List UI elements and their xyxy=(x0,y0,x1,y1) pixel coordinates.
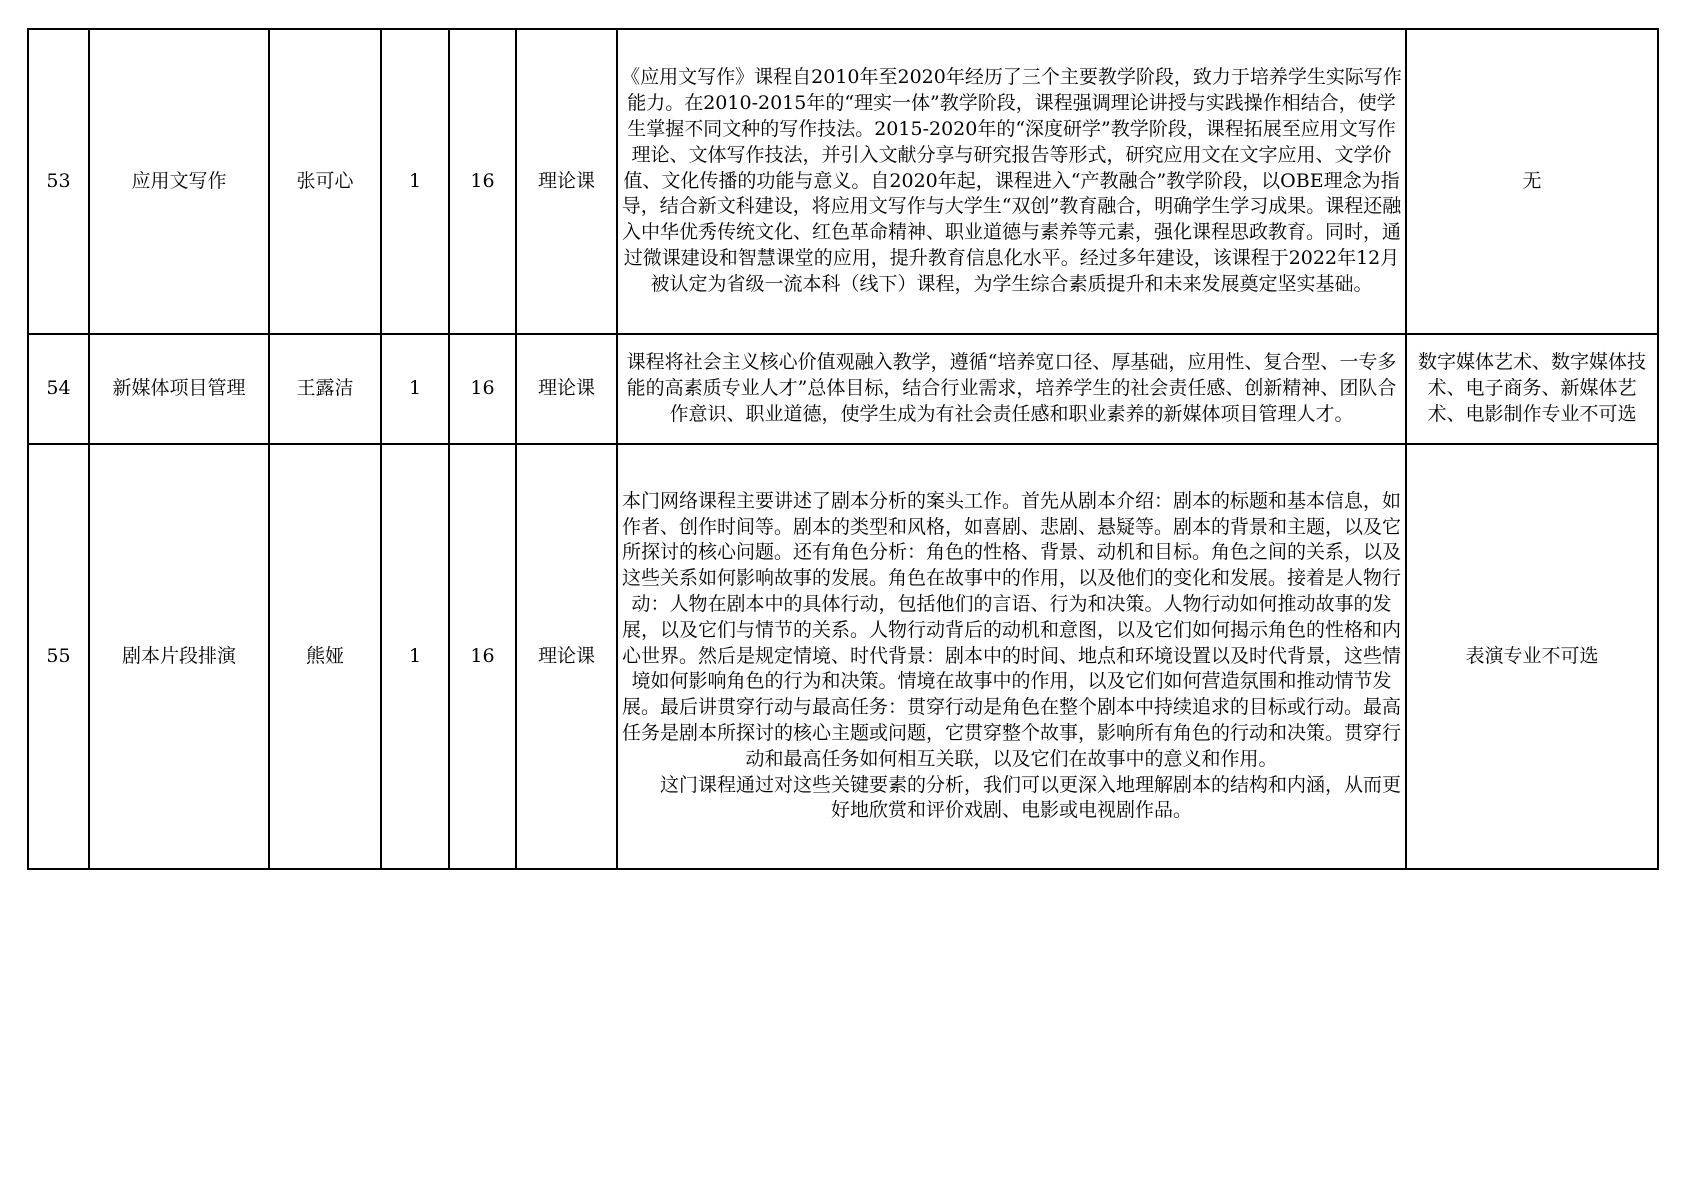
course-description xyxy=(617,444,1406,869)
course-credit: 1 xyxy=(381,334,449,444)
course-name: 剧本片段排演 xyxy=(89,444,269,869)
description-paragraph: 《应用文写作》课程自2010年至2020年经历了三个主要教学阶段，致力于培养学生实际写作能力。在2010-2015年的“理实一体”教学阶段，课程强调理论讲授与实践操作相结合，使学生掌握不同文种的写作技法。2015-2020年的“深度研学”教学阶段，课程拓展至应用文写作理论、文体写作技法，并引入文献分享与研究报告等形式，研究应用文在文字应用、文学价值、文化传播的功能与意义。自2020年起，课程进入“产教融合”教学阶段，以OBE理念为指导，结合新文科建设，将应用文写作与大学生“双创”教育融合，明确学生学习成果。课程还融入中华优秀传统文化、红色革命精神、职业道德与素养等元素，强化课程思政教育。同时，通过微课建设和智慧课堂的应用，提升教育信息化水平。经过多年建设，该课程于2022年12月被认定为省级一流本科（线下）课程，为学生综合素质提升和未来发展奠定坚实基础。 xyxy=(621,66,1402,295)
course-name: 新媒体项目管理 xyxy=(89,334,269,444)
course-teacher: 张可心 xyxy=(269,29,381,334)
course-number: 54 xyxy=(28,334,89,444)
course-restriction: 表演专业不可选 xyxy=(1406,444,1658,869)
table-row xyxy=(28,444,1658,869)
course-description xyxy=(617,29,1406,334)
course-teacher: 熊娅 xyxy=(269,444,381,869)
course-credit: 1 xyxy=(381,29,449,334)
description-paragraph: 课程将社会主义核心价值观融入教学，遵循“培养宽口径、厚基础，应用性、复合型、一专多能的高素质专业人才”总体目标，结合行业需求，培养学生的社会责任感、创新精神、团队合作意识、职业道德，使学生成为有社会责任感和职业素养的新媒体项目管理人才。 xyxy=(626,351,1397,425)
table-row xyxy=(28,29,1658,334)
course-credit: 1 xyxy=(381,444,449,869)
course-number: 53 xyxy=(28,29,89,334)
course-type: 理论课 xyxy=(516,334,617,444)
course-number: 55 xyxy=(28,444,89,869)
course-type: 理论课 xyxy=(516,29,617,334)
course-name: 应用文写作 xyxy=(89,29,269,334)
course-type: 理论课 xyxy=(516,444,617,869)
table-row xyxy=(28,334,1658,444)
course-table xyxy=(27,28,1659,870)
course-hours: 16 xyxy=(449,444,516,869)
course-hours: 16 xyxy=(449,334,516,444)
description-paragraph: 这门课程通过对这些关键要素的分析，我们可以更深入地理解剧本的结构和内涵，从而更好地欣赏和评价戏剧、电影或电视剧作品。 xyxy=(659,773,1401,822)
course-hours: 16 xyxy=(449,29,516,334)
course-restriction: 数字媒体艺术、数字媒体技术、电子商务、新媒体艺术、电影制作专业不可选 xyxy=(1406,334,1658,444)
course-description xyxy=(617,334,1406,444)
course-teacher: 王露洁 xyxy=(269,334,381,444)
description-paragraph: 本门网络课程主要讲述了剧本分析的案头工作。首先从剧本介绍：剧本的标题和基本信息，如作者、创作时间等。剧本的类型和风格，如喜剧、悲剧、悬疑等。剧本的背景和主题，以及它所探讨的核心问题。还有角色分析：角色的性格、背景、动机和目标。角色之间的关系，以及这些关系如何影响故事的发展。角色在故事中的作用，以及他们的变化和发展。接着是人物行动：人物在剧本中的具体行动，包括他们的言语、行为和决策。人物行动如何推动故事的发展，以及它们与情节的关系。人物行动背后的动机和意图，以及它们如何揭示角色的性格和内心世界。然后是规定情境、时代背景：剧本中的时间、地点和环境设置以及时代背景，这些情境如何影响角色的行为和决策。情境在故事中的作用，以及它们如何营造氛围和推动情节发展。最后讲贯穿行动与最高任务：贯穿行动是角色在整个剧本中持续追求的目标或行动。最高任务是剧本所探讨的核心主题或问题，它贯穿整个故事，影响所有角色的行动和决策。贯穿行动和最高任务如何相互关联，以及它们在故事中的意义和作用。 xyxy=(621,489,1401,770)
course-restriction: 无 xyxy=(1406,29,1658,334)
